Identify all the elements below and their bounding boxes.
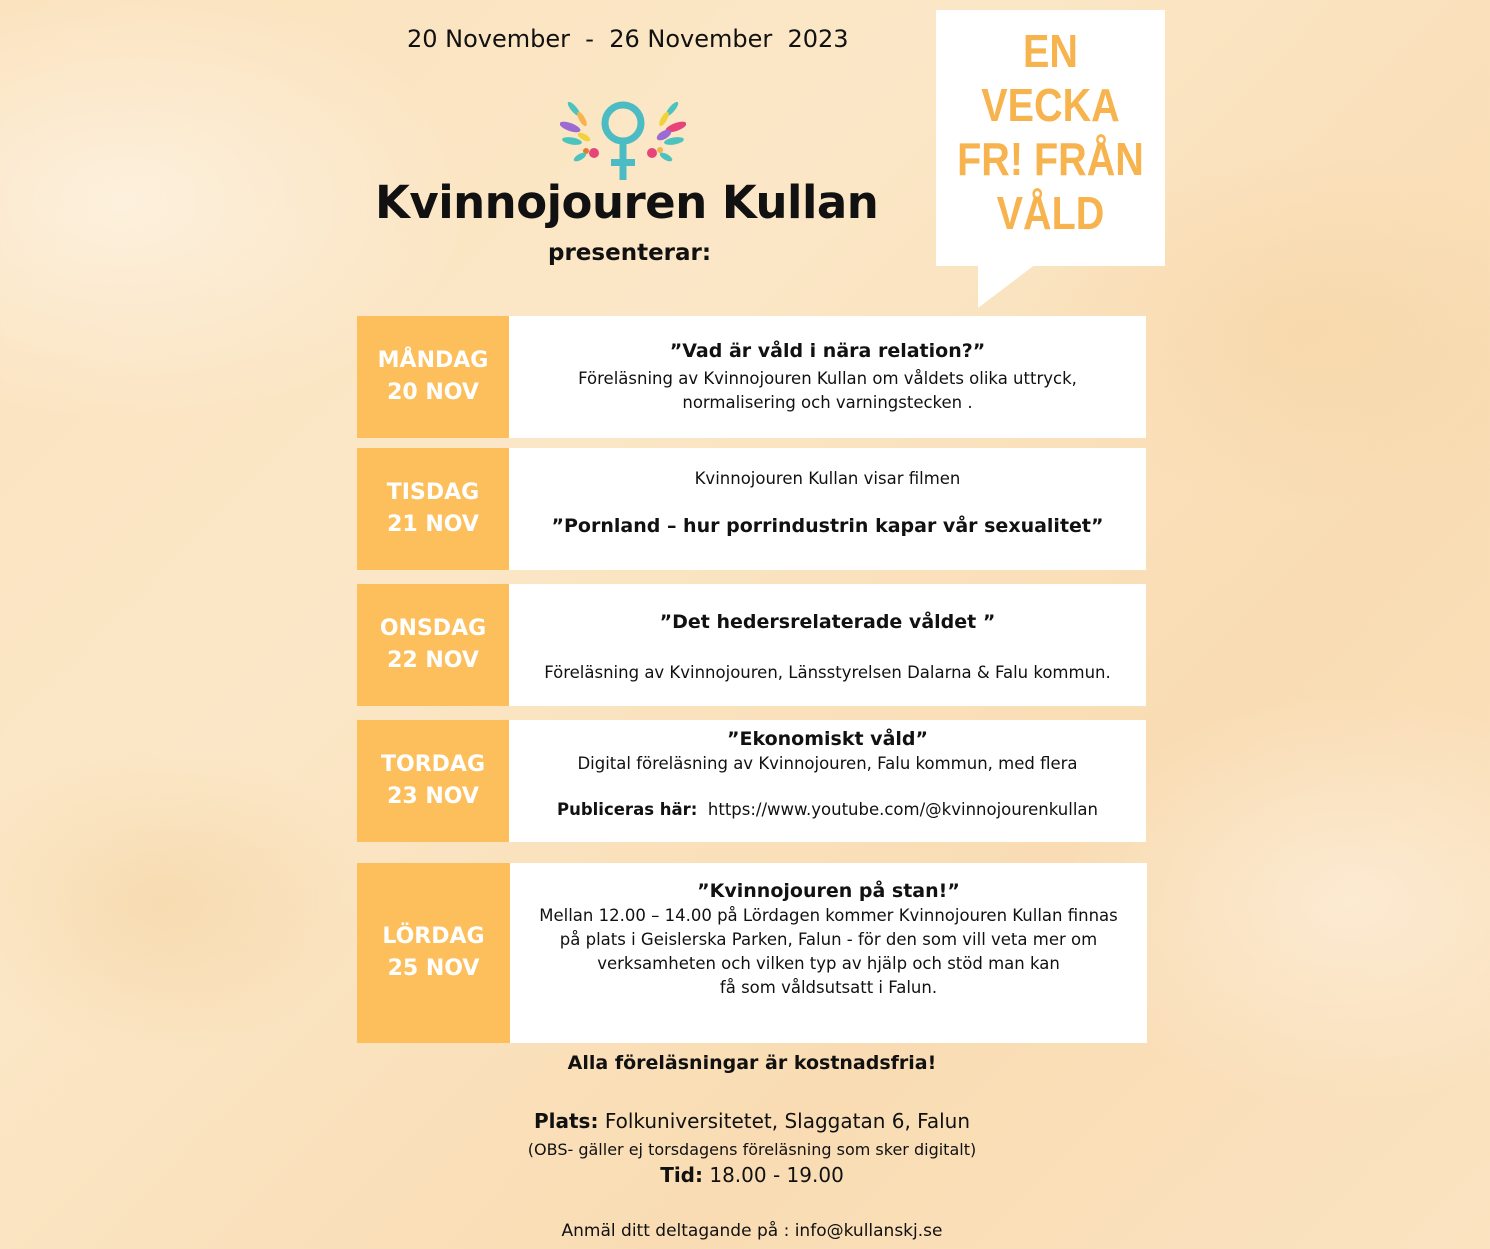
publish-label: Publiceras här:: [557, 800, 698, 819]
event-card: [510, 863, 1147, 1043]
register-info[interactable]: Anmäl ditt deltagande på : info@kullanskj.se: [561, 1221, 943, 1241]
youtube-link[interactable]: https://www.youtube.com/@kvinnojourenkullan: [707, 800, 1098, 819]
event-card: [509, 448, 1146, 570]
schedule-row-saturday: [357, 863, 1147, 1043]
event-description-line: Föreläsning av Kvinnojouren Kullan om våldets olika uttryck,: [578, 369, 1077, 388]
day-label: [357, 316, 509, 438]
free-note: Alla föreläsningar är kostnadsfria!: [567, 1052, 937, 1074]
time-info: [7, 1163, 1490, 1187]
day-name: TISDAG: [386, 480, 480, 505]
day-name: TORDAG: [381, 752, 485, 777]
event-title: ”Ekonomiskt våld”: [727, 728, 928, 750]
day-label: [357, 863, 510, 1043]
day-label: [357, 448, 509, 570]
place-info: [7, 1109, 1490, 1133]
event-description-line: verksamheten och vilken typ av hjälp och stöd man kan: [597, 954, 1060, 973]
event-card: [509, 316, 1146, 438]
day-name: ONSDAG: [379, 616, 487, 641]
event-description-line: Mellan 12.00 – 14.00 på Lördagen kommer Kvinnojouren Kullan finnas: [539, 906, 1118, 925]
org-title: Kvinnojouren Kullan: [375, 176, 879, 229]
speech-bubble-text: [952, 24, 1149, 240]
event-title: ”Pornland – hur porrindustrin kapar vår sexualitet”: [551, 515, 1104, 537]
day-label: [357, 720, 509, 842]
bubble-line: VÅLD: [996, 187, 1105, 239]
day-name: LÖRDAG: [382, 924, 485, 949]
day-date: 25 NOV: [387, 956, 480, 981]
day-date: 21 NOV: [387, 512, 479, 537]
schedule-row-wednesday: [357, 584, 1146, 706]
bubble-line: EN: [1023, 25, 1078, 77]
bubble-line: FR! FRÅN: [957, 133, 1144, 185]
schedule-row-thursday: [357, 720, 1146, 842]
time-label: Tid:: [660, 1163, 703, 1187]
day-label: [357, 584, 509, 706]
place-label: Plats:: [533, 1109, 599, 1133]
event-title: ”Kvinnojouren på stan!”: [697, 880, 960, 902]
event-intro: Kvinnojouren Kullan visar filmen: [694, 469, 961, 488]
venus-symbol-logo-icon: [560, 95, 686, 183]
schedule-row-tuesday: [357, 448, 1146, 570]
presents-label: presenterar:: [548, 240, 712, 266]
event-description-line: få som våldsutsatt i Falun.: [719, 978, 938, 997]
day-name: MÅNDAG: [377, 348, 489, 373]
date-range: 20 November - 26 November 2023: [407, 25, 849, 53]
schedule-row-monday: [357, 316, 1146, 438]
obs-note: (OBS- gäller ej torsdagens föreläsning som sker digitalt): [527, 1140, 977, 1159]
publish-info: [509, 798, 1146, 822]
event-card: [509, 584, 1146, 706]
speech-bubble-tail: [978, 264, 1036, 308]
event-description-line: på plats i Geislerska Parken, Falun - för den som vill veta mer om: [559, 930, 1098, 949]
event-title: ”Vad är våld i nära relation?”: [669, 340, 986, 362]
event-description-line: normalisering och varningstecken .: [682, 393, 973, 412]
event-card: [509, 720, 1146, 842]
day-date: 23 NOV: [387, 784, 479, 809]
time-value: 18.00 - 19.00: [709, 1163, 844, 1187]
event-description-line: Digital föreläsning av Kvinnojouren, Falu kommun, med flera: [577, 754, 1078, 773]
day-date: 20 NOV: [387, 380, 479, 405]
day-date: 22 NOV: [387, 648, 479, 673]
event-title: ”Det hedersrelaterade våldet ”: [659, 611, 996, 633]
bubble-line: VECKA: [981, 79, 1120, 131]
event-description-line: Föreläsning av Kvinnojouren, Länsstyrelsen Dalarna & Falu kommun.: [544, 663, 1111, 682]
place-value: Folkuniversitetet, Slaggatan 6, Falun: [604, 1109, 971, 1133]
